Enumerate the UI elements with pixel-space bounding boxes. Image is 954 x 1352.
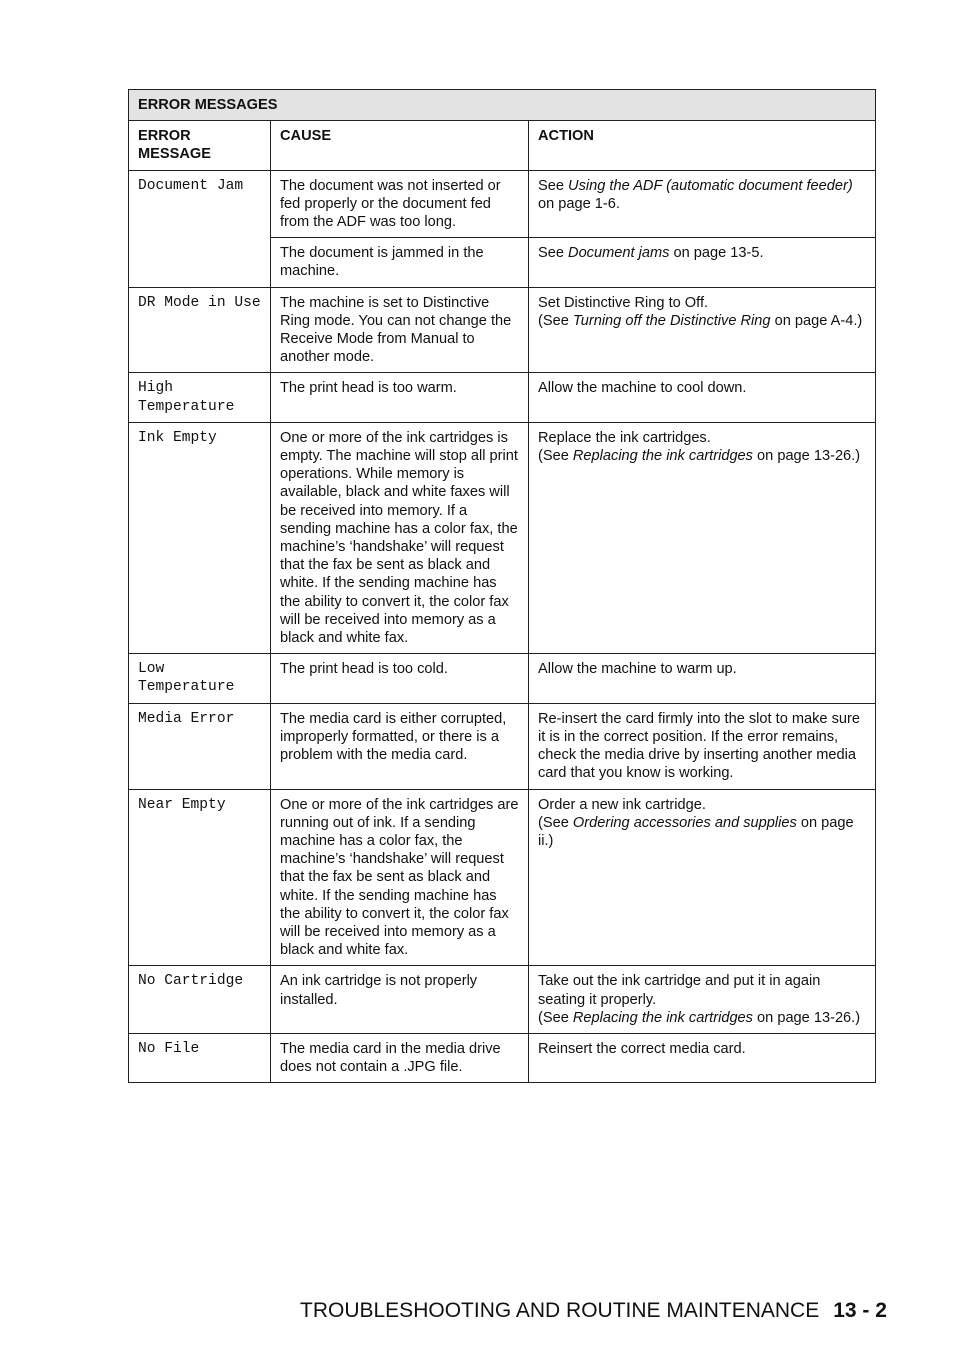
error-message-cell: Near Empty <box>129 789 271 966</box>
error-message-cell: Media Error <box>129 703 271 789</box>
action-cell: Replace the ink cartridges. (See Replacing the ink cartridges on page 13-26.) <box>529 422 876 653</box>
action-cell: Reinsert the correct media card. <box>529 1033 876 1082</box>
table-row <box>129 422 876 653</box>
error-message-cell: No Cartridge <box>129 966 271 1034</box>
table-row <box>129 287 876 373</box>
table-row <box>129 654 876 703</box>
action-cell: Set Distinctive Ring to Off. (See Turning off the Distinctive Ring on page A-4.) <box>529 287 876 373</box>
cause-cell: One or more of the ink cartridges are running out of ink. If a sending machine has a color fax, the machine’s ‘handshake’ will request that the fax be sent as black and white. If the sending machine has the ability to convert it, the color fax will be received into memory as a black and white fax. <box>271 789 529 966</box>
table-row <box>129 170 876 238</box>
cause-cell: An ink cartridge is not properly installed. <box>271 966 529 1034</box>
table-row <box>129 789 876 966</box>
header-cause: CAUSE <box>271 121 529 170</box>
table-row <box>129 373 876 422</box>
action-cell: See Document jams on page 13-5. <box>529 238 876 287</box>
action-cell: Allow the machine to cool down. <box>529 373 876 422</box>
error-message-cell: Ink Empty <box>129 422 271 653</box>
footer-section-title: TROUBLESHOOTING AND ROUTINE MAINTENANCE <box>300 1299 820 1322</box>
error-message-cell: High Temperature <box>129 373 271 422</box>
cause-cell: The document was not inserted or fed properly or the document fed from the ADF was too long. <box>271 170 529 238</box>
cause-cell: The print head is too cold. <box>271 654 529 703</box>
action-cell: Take out the ink cartridge and put it in again seating it properly. (See Replacing the ink cartridges on page 13-26.) <box>529 966 876 1034</box>
action-cell: Re-insert the card firmly into the slot to make sure it is in the correct position. If the error remains, check the media drive by inserting another media card that you know is working. <box>529 703 876 789</box>
table-row <box>129 703 876 789</box>
action-cell: Allow the machine to warm up. <box>529 654 876 703</box>
header-error-message: ERROR MESSAGE <box>129 121 271 170</box>
error-message-cell: Document Jam <box>129 170 271 287</box>
cause-cell: The print head is too warm. <box>271 373 529 422</box>
table-row <box>129 1033 876 1082</box>
error-messages-table <box>128 89 876 1083</box>
cause-cell: One or more of the ink cartridges is empty. The machine will stop all print operations. While memory is available, black and white faxes will be received into memory. If a sending machine has a color fax, the machine’s ‘handshake’ will request that the fax be sent as black and white. If the sending machine has the ability to convert it, the color fax will be received into memory as a black and white fax. <box>271 422 529 653</box>
table-row <box>129 966 876 1034</box>
action-cell: See Using the ADF (automatic document feeder) on page 1-6. <box>529 170 876 238</box>
cause-cell: The document is jammed in the machine. <box>271 238 529 287</box>
error-message-cell: No File <box>129 1033 271 1082</box>
error-message-cell: DR Mode in Use <box>129 287 271 373</box>
cause-cell: The machine is set to Distinctive Ring mode. You can not change the Receive Mode from Manual to another mode. <box>271 287 529 373</box>
cause-cell: The media card is either corrupted, improperly formatted, or there is a problem with the media card. <box>271 703 529 789</box>
page-number: 13 - 2 <box>833 1299 887 1322</box>
header-action: ACTION <box>529 121 876 170</box>
error-message-cell: Low Temperature <box>129 654 271 703</box>
table-title: ERROR MESSAGES <box>129 90 876 121</box>
action-cell: Order a new ink cartridge. (See Ordering accessories and supplies on page ii.) <box>529 789 876 966</box>
cause-cell: The media card in the media drive does not contain a .JPG file. <box>271 1033 529 1082</box>
page-footer <box>300 1299 887 1323</box>
